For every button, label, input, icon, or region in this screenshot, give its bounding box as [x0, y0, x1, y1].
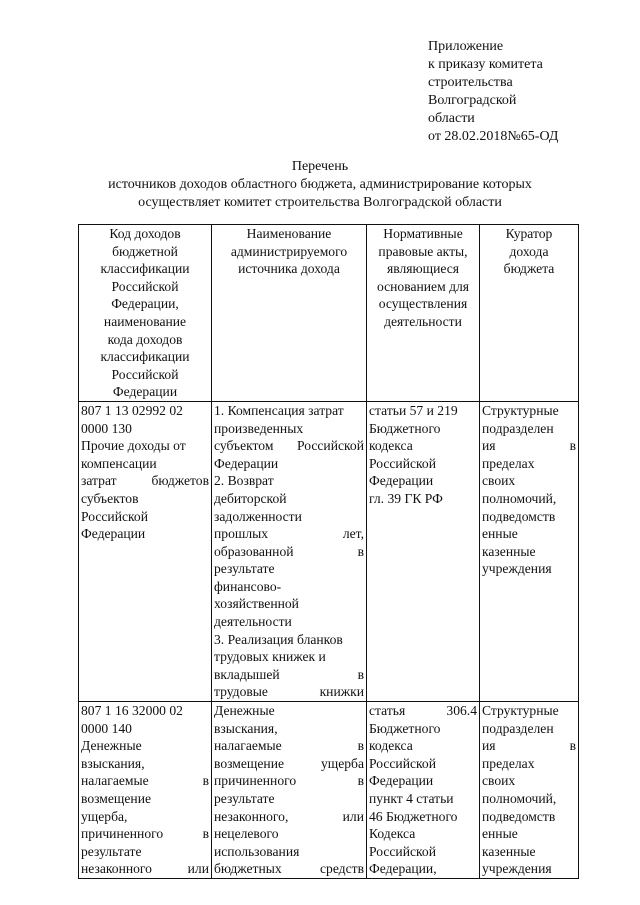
cell-line: ущерба, [81, 808, 128, 824]
cell-line: Наименование [246, 226, 332, 241]
cell-line: Федерации, [111, 296, 179, 312]
cell-line: налагаемые в [214, 738, 364, 754]
cell-line: казенные [482, 843, 536, 859]
title-line: осуществляет комитет строительства Волгоградской области [138, 195, 502, 210]
cell-line: налагаемые в [81, 773, 209, 789]
cell-line: казенные [482, 543, 536, 559]
cell-line: возмещение ущерба [214, 755, 364, 771]
title-line: Перечень [291, 159, 349, 174]
cell-line: наименование [103, 313, 187, 329]
cell-line: бюджетной [112, 243, 178, 259]
cell-code [79, 702, 212, 879]
cell-line: Код доходов [109, 226, 181, 241]
cell-line: результате [214, 791, 275, 806]
cell-line: полномочий, [482, 791, 557, 806]
cell-line: пункт 4 статьи [369, 791, 454, 806]
header-cell-acts [367, 225, 480, 402]
cell-line: Бюджетного [369, 420, 441, 436]
cell-line: результате [81, 843, 142, 859]
cell-line: 0000 140 [81, 720, 132, 736]
table-row [79, 401, 579, 701]
cell-line: Федерации [369, 773, 434, 789]
appendix-line: области [428, 111, 475, 126]
appendix-block [428, 38, 628, 146]
cell-line: хозяйственной [214, 596, 299, 612]
cell-line: пределах [482, 455, 535, 471]
cell-line: Структурные [482, 703, 559, 719]
cell-line: Федерации [214, 455, 279, 471]
cell-line: дохода [509, 243, 549, 259]
cell-line: Прочие доходы от [81, 438, 186, 454]
cell-line: причиненного в [81, 826, 209, 842]
cell-line: правовые акты, [378, 243, 468, 259]
cell-line: своих [482, 473, 516, 489]
table-row [79, 702, 579, 879]
cell-line: классификации [100, 261, 190, 277]
cell-line: Российской [369, 455, 436, 471]
cell-line: Российской [369, 843, 436, 859]
cell-line: ия в [482, 738, 576, 754]
cell-line: 2. Возврат [214, 473, 274, 489]
cell-line: субъектом Российской [214, 438, 364, 454]
cell-line: администрируемого [230, 243, 348, 259]
cell-line: полномочий, [482, 490, 557, 506]
cell-line: учреждения [482, 861, 552, 877]
cell-line: деятельности [384, 313, 462, 329]
cell-line: результате [214, 561, 275, 577]
cell-line: 46 Бюджетного [369, 808, 458, 824]
title-line: источников доходов областного бюджета, администрирование которых [108, 177, 532, 192]
cell-line: Нормативные [383, 226, 463, 241]
cell-line: трудовых книжек и [214, 649, 326, 665]
appendix-line: Волгоградской [428, 93, 517, 108]
cell-line: кода доходов [107, 331, 183, 347]
table-header-row [79, 225, 579, 402]
cell-line: Российской [369, 755, 436, 771]
cell-line: деятельности [214, 614, 292, 630]
cell-line: 3. Реализация бланков [214, 631, 343, 647]
cell-line: Кодекса [369, 826, 416, 842]
cell-line: Федерации, [369, 861, 437, 877]
cell-line: незаконного или [81, 861, 209, 877]
cell-line: задолженности [214, 508, 302, 524]
appendix-line: к приказу комитета [428, 57, 543, 72]
appendix-line: Приложение [428, 39, 504, 54]
cell-line: незаконного, или [214, 808, 364, 824]
cell-acts [367, 702, 480, 879]
header-cell-code [79, 225, 212, 402]
appendix-line: строительства [428, 75, 513, 90]
document-title [0, 158, 640, 212]
cell-line: использования [214, 843, 300, 859]
cell-line: взыскания, [214, 720, 278, 736]
cell-line: Денежные [81, 738, 142, 754]
cell-line: статья 306.4 [369, 703, 477, 719]
cell-line: ия в [482, 438, 576, 454]
cell-line: енные [482, 826, 518, 842]
cell-line: подразделен [482, 720, 554, 736]
cell-line: статьи 57 и 219 [369, 402, 458, 418]
cell-line: вкладышей в [214, 666, 364, 682]
income-sources-table [78, 224, 579, 879]
cell-line: 0000 130 [81, 420, 132, 436]
cell-line: причиненного в [214, 773, 364, 789]
cell-line: бюджета [503, 261, 555, 277]
cell-line: финансово- [214, 578, 282, 594]
cell-acts [367, 401, 480, 701]
cell-line: 807 1 16 32000 02 [81, 703, 183, 719]
cell-line: пределах [482, 755, 535, 771]
cell-line: подведомств [482, 808, 556, 824]
cell-line: гл. 39 ГК РФ [369, 490, 443, 506]
cell-line: осуществления [378, 296, 468, 312]
cell-line: образованной в [214, 543, 364, 559]
cell-curator [480, 401, 579, 701]
cell-line: Федерации [369, 473, 434, 489]
cell-curator [480, 702, 579, 879]
cell-line: трудовые книжки [214, 684, 364, 700]
cell-line: кодекса [369, 438, 413, 454]
cell-code [79, 401, 212, 701]
cell-line: Структурные [482, 402, 559, 418]
cell-line: кодекса [369, 738, 413, 754]
cell-line: дебиторской [214, 490, 287, 506]
cell-line: Денежные [214, 703, 275, 719]
cell-line: бюджетных средств [214, 861, 364, 877]
cell-name [212, 702, 367, 879]
cell-line: Федерации [112, 384, 178, 400]
cell-line: подразделен [482, 420, 554, 436]
cell-line: подведомств [482, 508, 556, 524]
cell-line: Куратор [505, 226, 553, 241]
header-cell-name [212, 225, 367, 402]
cell-line: компенсации [81, 455, 157, 471]
cell-line: основанием для [376, 278, 470, 294]
cell-line: Российской [81, 508, 148, 524]
cell-line: Российской [111, 366, 179, 382]
cell-line: являющиеся [386, 261, 460, 277]
cell-line: 807 1 13 02992 02 [81, 402, 183, 418]
cell-line: источника дохода [238, 261, 340, 277]
cell-line: классификации [100, 349, 190, 365]
cell-line: Российской [111, 278, 179, 294]
cell-line: затрат бюджетов [81, 473, 209, 489]
cell-line: нецелевого [214, 826, 279, 842]
cell-line: учреждения [482, 561, 552, 577]
cell-line: взыскания, [81, 755, 145, 771]
cell-line: Федерации [81, 526, 146, 542]
cell-line: 1. Компенсация затрат [214, 402, 344, 418]
cell-line: Бюджетного [369, 720, 441, 736]
appendix-line: от 28.02.2018№65-ОД [428, 129, 559, 144]
cell-line: возмещение [81, 791, 152, 806]
cell-line: произведенных [214, 420, 304, 436]
header-cell-curator [480, 225, 579, 402]
cell-name [212, 401, 367, 701]
cell-line: енные [482, 526, 518, 542]
cell-line: прошлых лет, [214, 526, 364, 542]
cell-line: своих [482, 773, 516, 789]
cell-line: субъектов [81, 490, 139, 506]
